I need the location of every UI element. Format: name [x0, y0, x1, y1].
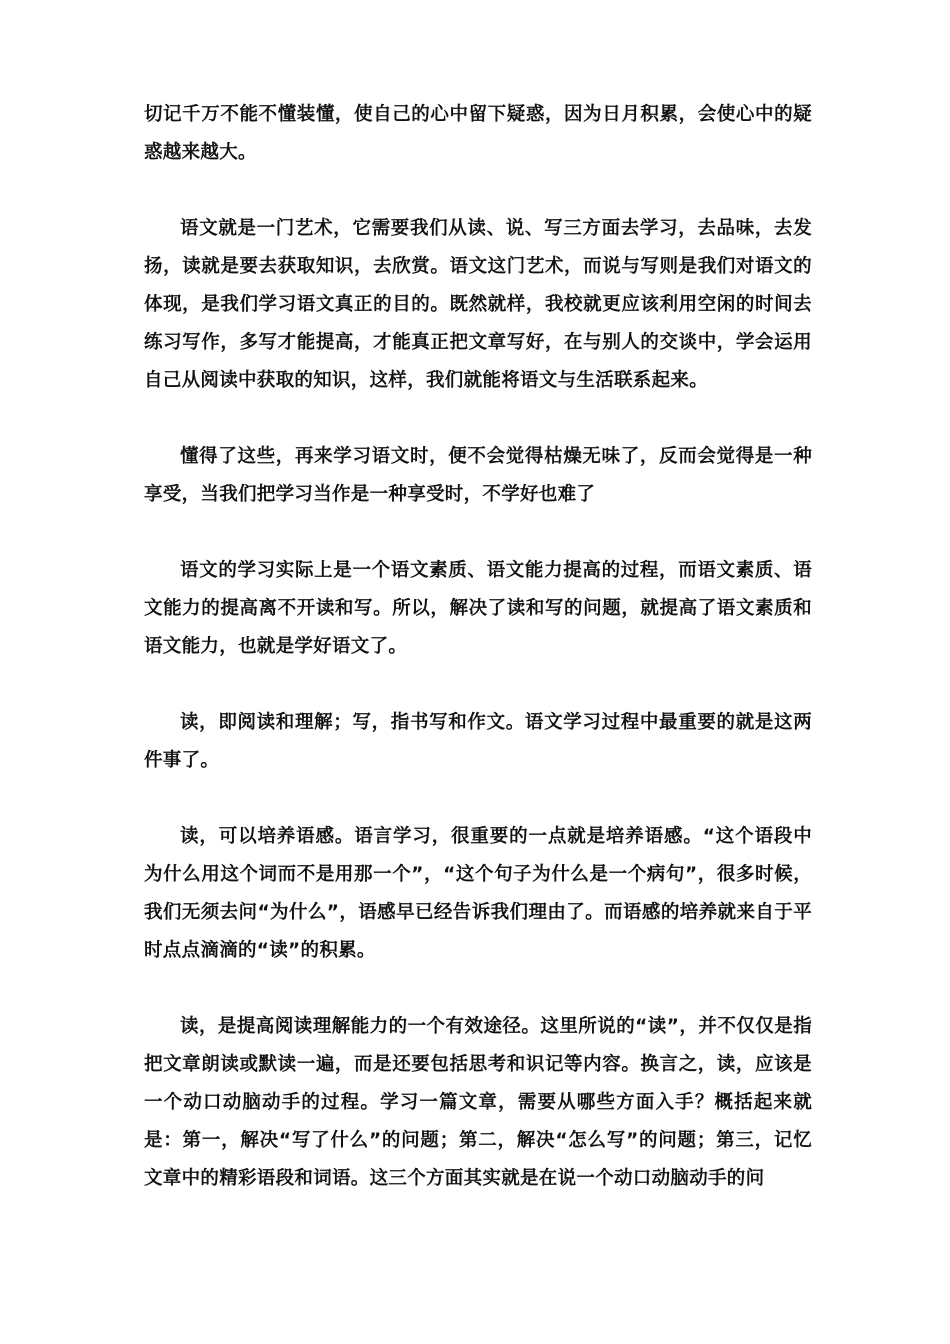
paragraph: 语文就是一门艺术，它需要我们从读、说、写三方面去学习，去品味，去发扬，读就是要去获取知识，去欣赏。语文这门艺术，而说与写则是我们对语文的体现，是我们学习语文真正的目的。既然就样，我校就更应该利用空闲的时间去练习写作，多写才能提高，才能真正把文章写好，在与别人的交谈中，学会运用自己从阅读中获取的知识，这样，我们就能将语文与生活联系起来。 [144, 218, 812, 391]
paragraph: 语文的学习实际上是一个语文素质、语文能力提高的过程，而语文素质、语文能力的提高离不开读和写。所以，解决了读和写的问题，就提高了语文素质和语文能力，也就是学好语文了。 [144, 560, 812, 657]
paragraph: 懂得了这些，再来学习语文时，便不会觉得枯燥无味了，反而会觉得是一种享受，当我们把学习当作是一种享受时，不学好也难了 [144, 446, 812, 505]
paragraph: 读，即阅读和理解；写，指书写和作文。语文学习过程中最重要的就是这两件事了。 [144, 712, 812, 771]
paragraph: 读，可以培养语感。语言学习，很重要的一点就是培养语感。“这个语段中为什么用这个词而不是用那一个”，“这个句子为什么是一个病句”，很多时候，我们无须去问“为什么”，语感早已经告诉我们理由了。而语感的培养就来自于平时点点滴滴的“读”的积累。 [144, 826, 812, 961]
document-body [144, 96, 812, 1236]
paragraph: 读，是提高阅读理解能力的一个有效途径。这里所说的“读”，并不仅仅是指把文章朗读或默读一遍，而是还要包括思考和识记等内容。换言之，读，应该是一个动口动脑动手的过程。学习一篇文章，需要从哪些方面入手？概括起来就是：第一，解决“写了什么”的问题；第二，解决“怎么写”的问题；第三，记忆文章中的精彩语段和词语。这三个方面其实就是在说一个动口动脑动手的问 [144, 1016, 812, 1189]
paragraph: 切记千万不能不懂装懂，使自己的心中留下疑惑，因为日月积累，会使心中的疑惑越来越大。 [144, 104, 812, 163]
